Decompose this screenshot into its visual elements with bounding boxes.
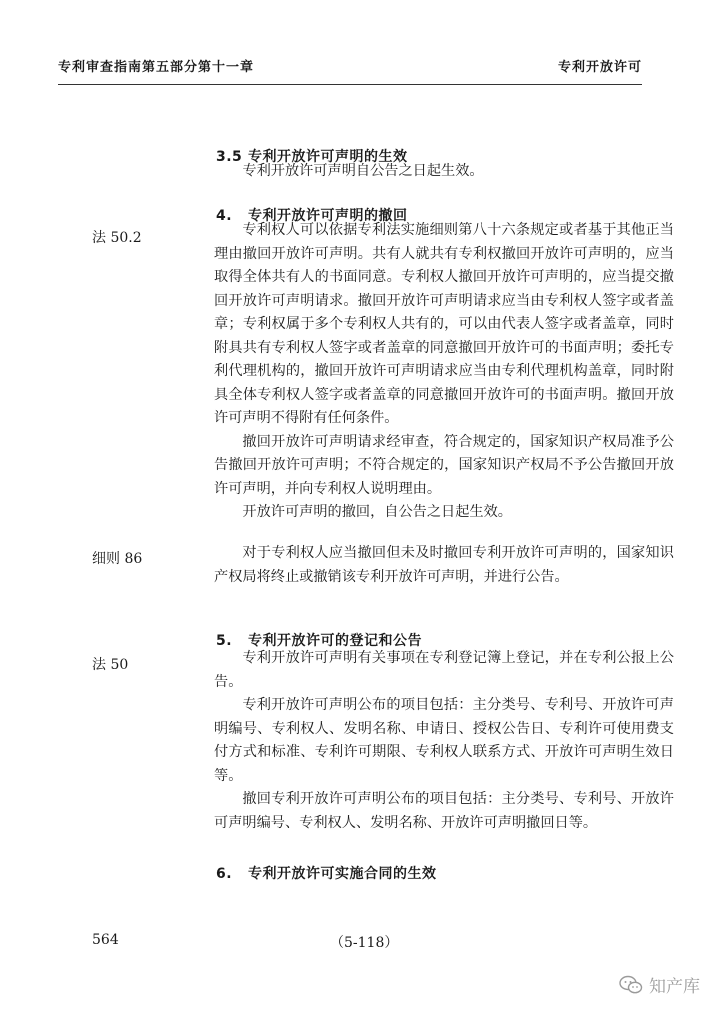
section-body-4-continued [214, 542, 674, 589]
section-title: 专利开放许可实施合同的生效 [248, 866, 437, 882]
header-section-title: 专利开放许可 [557, 60, 642, 75]
margin-reference: 法 50 [92, 657, 129, 673]
section-body-3-5 [214, 160, 674, 184]
watermark-text: 知产库 [649, 977, 700, 997]
section-number: 6. [216, 866, 233, 882]
watermark [619, 972, 700, 997]
paragraph: 开放许可声明的撤回，自公告之日起生效。 [242, 504, 512, 520]
section-body-5 [214, 647, 674, 835]
paragraph: 专利开放许可声明有关事项在专利登记簿上登记，并在专利公报上公告。 [214, 650, 674, 690]
section-number: 4. [216, 208, 233, 224]
paragraph: 撤回开放许可声明请求经审查，符合规定的，国家知识产权局准予公告撤回开放许可声明；不符合规定的，国家知识产权局不予公告撤回开放许可声明，并向专利权人说明理由。 [214, 433, 674, 497]
paragraph: 专利权人可以依据专利法实施细则第八十六条规定或者基于其他正当理由撤回开放许可声明。共有人就共有专利权撤回开放许可声明的，应当取得全体共有人的书面同意。专利权人撤回开放许可声明的，应当提交撤回开放许可声明请求。撤回开放许可声明请求应当由专利权人签字或者盖章；专利权属于多个专利权人共有的，可以由代表人签字或者盖章，同时附具共有专利权人签字或者盖章的同意撤回开放许可的书面声明；委托专利代理机构的，撤回开放许可声明请求应当由专利代理机构盖章，同时附具全体专利权人签字或者盖章的同意撤回开放许可的书面声明。撤回开放许可声明不得附有任何条件。 [214, 222, 674, 426]
section-title: 专利开放许可声明的撤回 [248, 208, 408, 224]
section-body-4 [214, 219, 674, 525]
section-title: 专利开放许可声明的生效 [248, 149, 408, 165]
page-number: 564 [92, 932, 119, 948]
section-code: （5-118） [330, 935, 399, 951]
paragraph: 专利开放许可声明自公告之日起生效。 [242, 163, 484, 179]
wechat-icon [619, 975, 643, 995]
paragraph: 专利开放许可声明公布的项目包括：主分类号、专利号、开放许可声明编号、专利权人、发明名称、申请日、授权公告日、专利许可使用费支付方式和标准、专利许可期限、专利权人联系方式、开放许可声明生效日等。 [214, 697, 674, 784]
section-number: 5. [216, 633, 233, 649]
section-number: 3.5 [216, 149, 243, 165]
paragraph: 对于专利权人应当撤回但未及时撤回专利开放许可声明的，国家知识产权局将终止或撤销该专利开放许可声明，并进行公告。 [214, 545, 674, 585]
margin-reference: 法 50.2 [92, 230, 142, 246]
header-chapter-title: 专利审查指南第五部分第十一章 [58, 60, 255, 75]
paragraph: 撤回专利开放许可声明公布的项目包括：主分类号、专利号、开放许可声明编号、专利权人、发明名称、开放许可声明撤回日等。 [214, 791, 674, 831]
section-heading-6 [216, 863, 437, 883]
running-header [58, 56, 642, 75]
margin-reference: 细则 86 [92, 551, 143, 567]
header-divider [58, 84, 642, 85]
section-title: 专利开放许可的登记和公告 [248, 633, 422, 649]
